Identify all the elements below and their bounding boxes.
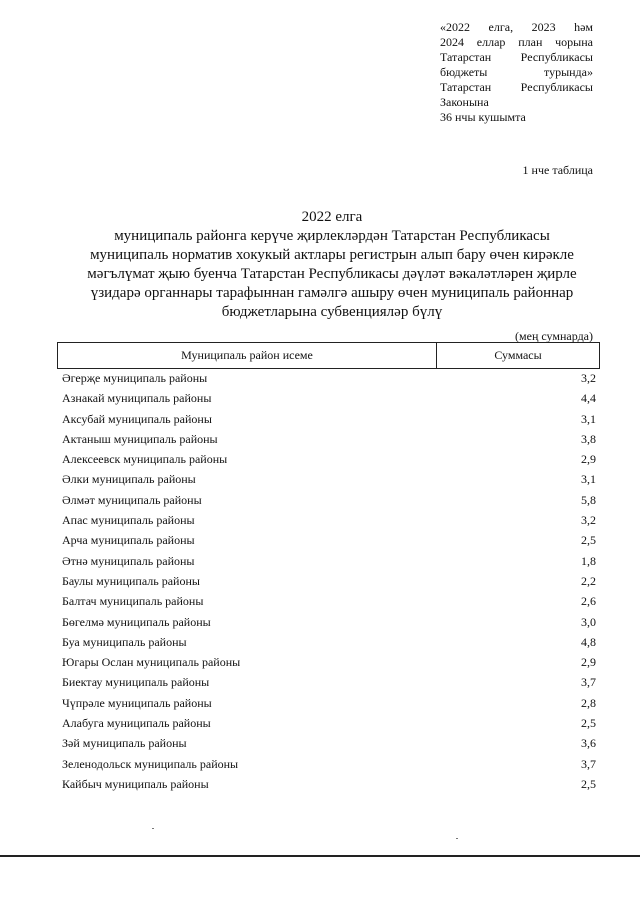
- table-row: [62, 574, 597, 594]
- subsidy-amount: 3,2: [581, 371, 596, 385]
- table-row: [62, 675, 597, 695]
- title-line: муниципаль норматив хокукый актлары регистрын алып бару өчен кирәкле: [90, 247, 574, 263]
- subsidy-amount: 4,4: [581, 391, 596, 406]
- subsidy-amount: 3,1: [581, 411, 596, 426]
- table-row: [62, 493, 597, 513]
- district-name: Әтнә муниципаль районы: [62, 553, 195, 568]
- district-name: Югары Ослан муниципаль районы: [62, 655, 241, 670]
- annex-line: «2022 елга, 2023 һәм: [440, 20, 593, 34]
- subsidy-amount: 1,8: [581, 553, 596, 568]
- district-name: Актаныш муниципаль районы: [62, 431, 218, 446]
- subsidy-amount: 5,8: [581, 492, 596, 507]
- page-bottom-edge: [0, 855, 640, 857]
- title-line: 2022 елга: [301, 209, 363, 225]
- table-row: [62, 371, 597, 391]
- subsidy-amount: 3,2: [581, 513, 596, 528]
- district-name: Әгерҗе муниципаль районы: [62, 371, 208, 385]
- subsidy-amount: 2,2: [581, 573, 596, 588]
- table-row: [62, 635, 597, 655]
- annex-line: Татарстан Республикасы: [440, 80, 593, 94]
- annex-line: 2024 еллар план чорына: [440, 35, 593, 49]
- title-line: үзидарә органнары тарафыннан гамәлгә ашыру өчен муниципаль районнар: [90, 285, 574, 301]
- document-title: [62, 208, 602, 322]
- header-sum-column: Суммасы: [494, 348, 542, 362]
- table-row: [62, 412, 597, 432]
- scan-speck: [456, 838, 458, 839]
- scan-speck: [152, 828, 154, 829]
- table-row: [62, 513, 597, 533]
- district-name: Чүпрәле муниципаль районы: [62, 695, 212, 710]
- district-name: Зеленодольск муниципаль районы: [62, 756, 239, 771]
- table-header: [57, 342, 600, 369]
- annex-line: Татарстан Республикасы: [440, 50, 593, 64]
- table-body: [62, 371, 597, 797]
- table-row: [62, 696, 597, 716]
- subsidy-amount: 2,6: [581, 594, 596, 609]
- district-name: Биектау муниципаль районы: [62, 675, 210, 690]
- subsidy-amount: 3,8: [581, 431, 596, 446]
- district-name: Аксубай муниципаль районы: [62, 411, 212, 426]
- subsidy-amount: 2,5: [581, 776, 596, 791]
- table-row: [62, 757, 597, 777]
- table-row: [62, 554, 597, 574]
- district-name: Кайбыч муниципаль районы: [62, 776, 209, 791]
- table-row: [62, 432, 597, 452]
- district-name: Арча муниципаль районы: [62, 533, 195, 548]
- header-name-column: Муниципаль район исеме: [58, 343, 437, 368]
- table-row: [62, 736, 597, 756]
- title-line: бюджетларына субвенцияләр бүлү: [221, 304, 443, 320]
- subsidy-amount: 3,7: [581, 675, 596, 690]
- annex-line: Законына: [440, 95, 489, 109]
- annex-line: бюджеты турында»: [440, 65, 593, 79]
- table-row: [62, 615, 597, 635]
- table-row: [62, 533, 597, 553]
- district-name: Апас муниципаль районы: [62, 513, 195, 528]
- annex-reference: [440, 20, 593, 125]
- district-name: Балтач муниципаль районы: [62, 594, 204, 609]
- table-row: [62, 452, 597, 472]
- subsidy-amount: 3,0: [581, 614, 596, 629]
- table-row: [62, 777, 597, 797]
- district-name: Алексеевск муниципаль районы: [62, 452, 228, 467]
- title-line: муниципаль районга керүче җирлекләрдән Татарстан Республикасы: [114, 228, 550, 244]
- title-line: мәгълүмат җыю буенча Татарстан Республикасы дәүләт вәкаләтләрен җирле: [87, 266, 577, 282]
- district-name: Бөгелмә муниципаль районы: [62, 614, 211, 629]
- district-name: Азнакай муниципаль районы: [62, 391, 212, 406]
- table-row: [62, 716, 597, 736]
- subsidy-amount: 2,8: [581, 695, 596, 710]
- subsidy-amount: 3,7: [581, 756, 596, 771]
- table-number: 1 нче таблица: [522, 163, 593, 177]
- subsidy-amount: 2,5: [581, 533, 596, 548]
- district-name: Буа муниципаль районы: [62, 634, 187, 649]
- subsidy-amount: 2,9: [581, 452, 596, 467]
- table-row: [62, 391, 597, 411]
- district-name: Баулы муниципаль районы: [62, 573, 200, 588]
- table-row: [62, 655, 597, 675]
- district-name: Зәй муниципаль районы: [62, 736, 187, 751]
- district-name: Алабуга муниципаль районы: [62, 716, 211, 731]
- subsidy-amount: 2,5: [581, 716, 596, 731]
- table-row: [62, 472, 597, 492]
- unit-label: (мең сумнарда): [515, 329, 593, 343]
- district-name: Әлки муниципаль районы: [62, 472, 196, 487]
- subsidy-amount: 4,8: [581, 634, 596, 649]
- subsidy-amount: 3,1: [581, 472, 596, 487]
- district-name: Әлмәт муниципаль районы: [62, 492, 202, 507]
- annex-line: 36 нчы кушымта: [440, 110, 526, 124]
- subsidy-amount: 3,6: [581, 736, 596, 751]
- subsidy-amount: 2,9: [581, 655, 596, 670]
- table-row: [62, 594, 597, 614]
